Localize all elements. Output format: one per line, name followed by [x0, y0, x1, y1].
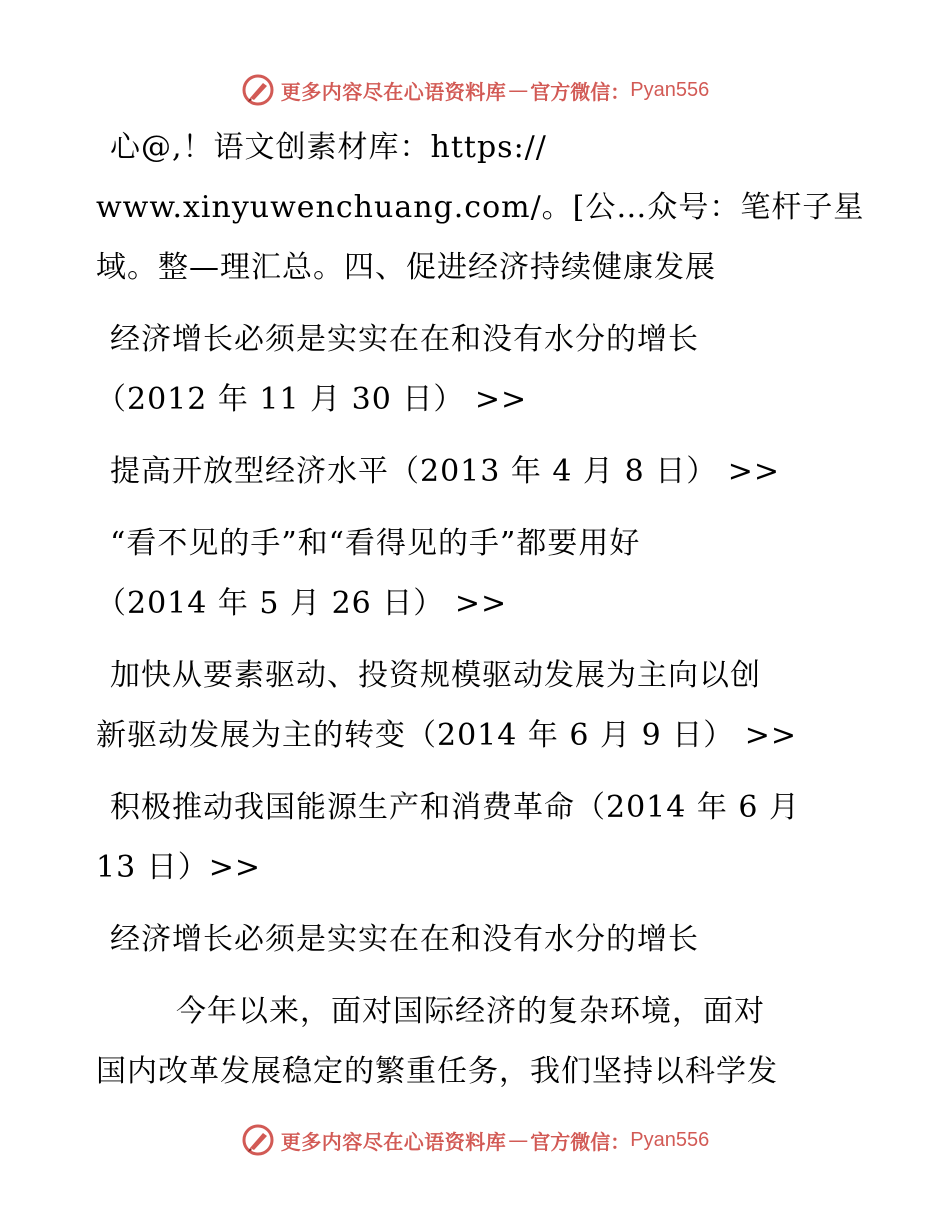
- intro-line: www.xinyuwenchuang.com/。[公…众号：笔杆子星: [96, 190, 865, 225]
- toc-entry[interactable]: [96, 646, 856, 766]
- banner-text: 更多内容尽在心语资料库: [280, 1129, 507, 1154]
- pen-logo-icon: [241, 73, 275, 107]
- banner-wechat-id: Pyan556: [630, 1128, 710, 1151]
- paragraph-line: 国内改革发展稳定的繁重任务，我们坚持以科学发: [96, 1054, 778, 1089]
- toc-entry-title: 积极推动我国能源生产和消费革命（2014 年 6 月: [110, 790, 801, 825]
- document-body: [96, 118, 865, 1102]
- intro-line: 心@,！语文创素材库：https://: [110, 130, 547, 165]
- banner-wechat-label: 官方微信：: [530, 79, 631, 104]
- banner-wechat-label: 官方微信：: [530, 1129, 631, 1154]
- toc-entry-date: 13 日）>>: [96, 850, 261, 885]
- banner-separator: —: [508, 78, 529, 102]
- toc-entry[interactable]: [96, 310, 856, 430]
- header-banner: [0, 70, 950, 110]
- toc-entry-date: （2012 年 11 月 30 日） >>: [96, 382, 528, 417]
- toc-entry-title: “看不见的手”和“看得见的手”都要用好: [110, 526, 641, 561]
- paragraph-line: 今年以来，面对国际经济的复杂环境，面对: [176, 994, 765, 1029]
- pen-logo-icon: [241, 1123, 275, 1157]
- toc-entry-date: （2014 年 5 月 26 日） >>: [96, 586, 508, 621]
- section-title: 经济增长必须是实实在在和没有水分的增长: [110, 922, 699, 957]
- intro-line: 域。整—理汇总。四、促进经济持续健康发展: [96, 250, 716, 285]
- toc-entry-date: 新驱动发展为主的转变（2014 年 6 月 9 日） >>: [96, 718, 798, 753]
- toc-entry[interactable]: [96, 442, 856, 502]
- footer-banner: [0, 1120, 950, 1160]
- banner-wechat-id: Pyan556: [630, 78, 710, 101]
- toc-entry[interactable]: [96, 514, 856, 634]
- toc-entry-title: 加快从要素驱动、投资规模驱动发展为主向以创: [110, 658, 761, 693]
- toc-entry-title: 提高开放型经济水平（2013 年 4 月 8 日） >>: [110, 454, 781, 489]
- toc-entry-title: 经济增长必须是实实在在和没有水分的增长: [110, 322, 699, 357]
- banner-text: 更多内容尽在心语资料库: [280, 79, 507, 104]
- toc-entry[interactable]: [96, 778, 856, 898]
- banner-separator: —: [508, 1128, 529, 1152]
